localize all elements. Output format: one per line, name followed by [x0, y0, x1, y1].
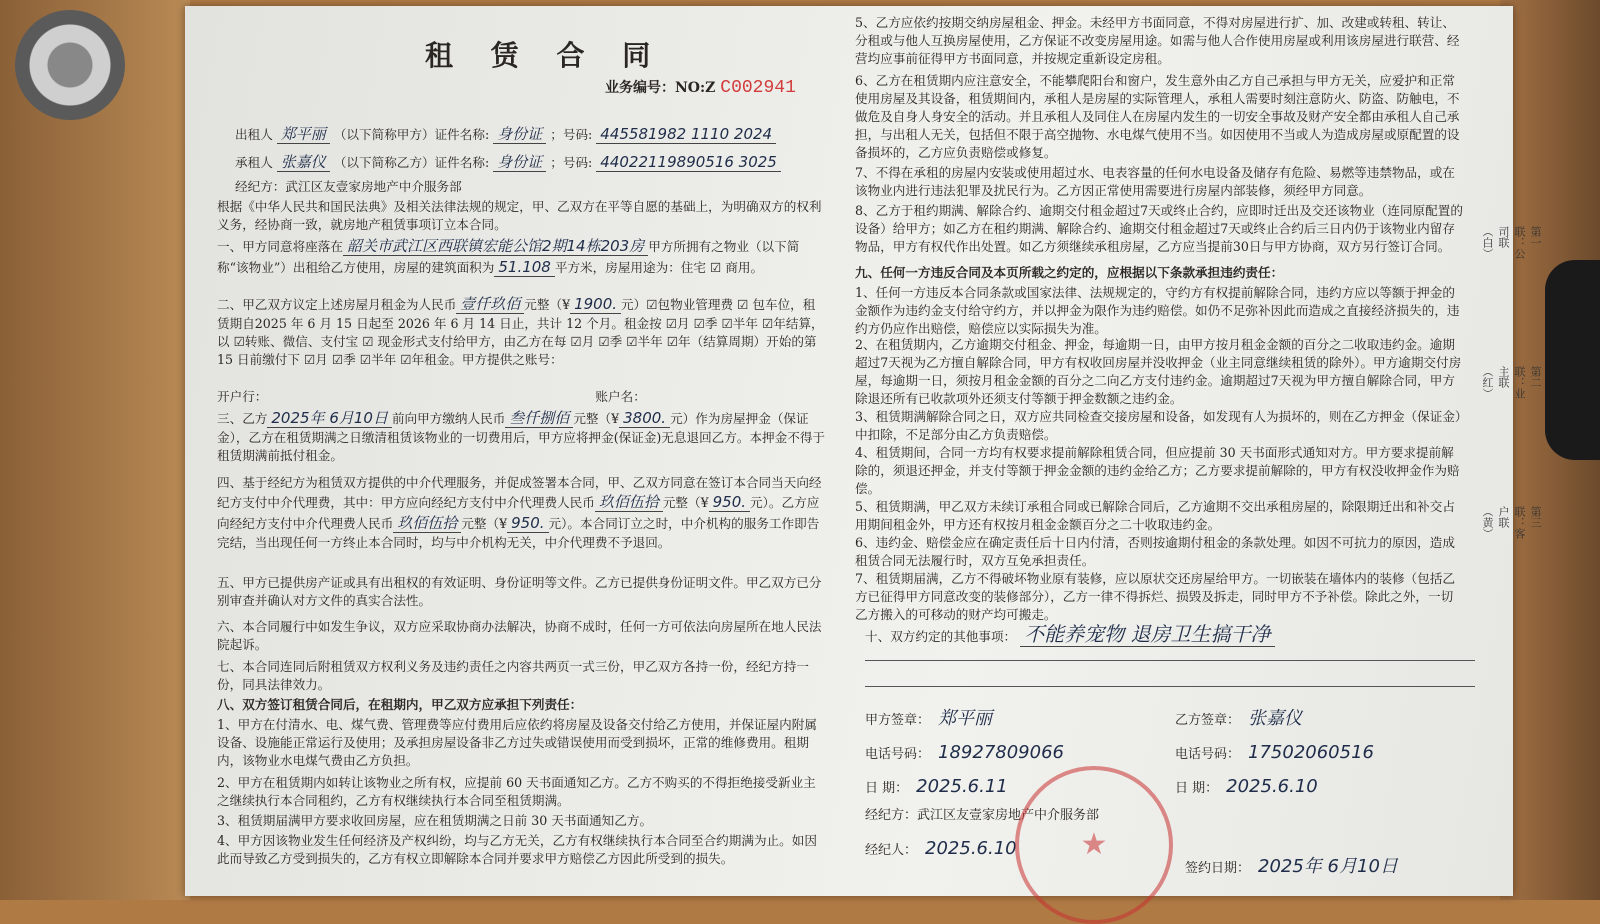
right-column	[855, 6, 1485, 896]
clause-8-2: 2、甲方在租赁期内如转让该物业之所有权，应提前 60 天书面通知乙方。乙方不购买的不得拒绝接受新业主之继续执行本合同租约，乙方有权继续执行本合同至租赁期满。	[217, 775, 816, 808]
clause-7: 七、本合同连同后附租赁双方权利义务及违约责任之内容共两页一式三份，甲乙双方各持一份，经纪方持一份，同具法律效力。	[217, 659, 809, 692]
clause-r9-7: 7、租赁期届满，乙方不得破坏物业原有装修，应以原状交还房屋给甲方。一切嵌装在墙体内的装修（包括乙方已征得甲方同意改变的装修部分），乙方一律不得拆烂、损毁及拆走，同时甲方不予补偿。除此之外，一切乙方搬入的可移动的财产均可搬走。	[855, 571, 1455, 622]
lessor-name: 郑平丽	[277, 125, 330, 144]
lessee-line: 承租人 张嘉仪 （以下简称乙方）证件名称: 身份证 ；号码: 44022119890516 3025	[235, 152, 781, 173]
intro-paragraph: 根据《中华人民共和国民法典》及相关法律法规的规定，甲、乙双方在平等自愿的基础上，为明确双方的权利义务，经协商一致，就房地产租赁事项订立本合同。	[217, 199, 822, 232]
clause-8: 八、双方签订租赁合同后，在租期内，甲乙双方应承担下列责任：	[217, 697, 583, 712]
clause-1: 一、甲方同意将座落在 韶关市武江区西联镇宏能公馆2期14栋203房 甲方所拥有之物业（以下简称“该物业”）出租给乙方使用，房屋的建筑面积为 51.108 平方米，房屋用途为：住宅 ☑ 商用。	[217, 237, 800, 277]
party-b-date: 日 期： 2025.6.10	[1175, 776, 1318, 797]
clause-4: 四、基于经纪方为租赁双方提供的中介代理服务，并促成签署本合同，甲、乙双方同意在签订本合同当天向经纪方支付中介代理费，其中：甲方应向经纪方支付中介代理费人民币 玖佰伍拾 元整（¥ 950. 元）。乙方应向经纪方支付中介代理费人民币 玖佰伍拾 元整（¥ 950. 元）。本合同订立之时，中介机构的服务工作即告完结，当出现任何一方终止本合同时，均与中介机构无关，中介代理费不予退回。	[217, 475, 822, 551]
party-a-phone: 电话号码： 18927809066	[865, 742, 1064, 763]
lessee-id-no: 44022119890516 3025	[596, 153, 781, 172]
clause-2: 二、甲乙双方议定上述房屋月租金为人民币 壹仟玖佰 元整（¥ 1900. 元）☑包物业管理费 ☑ 包车位，租赁期自2025 年 6 月 15 日起至 2026 年 6 月 14 日止，共计 12 个月。租金按 ☑月 ☑季 ☑半年 ☑年结算，以 ☑转账、微信、支付宝 ☑ 现金形式支付给甲方，由乙方在每 ☑月 ☑季 ☑半年 ☑年（结算周期）开始的第 15 日前缴付下 ☑月 ☑季 ☑半年 ☑年租金。甲方提供之账号：	[217, 295, 824, 368]
clause-r9-3: 3、租赁期满解除合同之日，双方应共同检查交接房屋和设备，如发现有人为损坏的，则在乙方押金（保证金）中扣除，不足部分由乙方负责赔偿。	[855, 409, 1462, 442]
clause-8-1: 1、甲方在付清水、电、煤气费、管理费等应付费用后应依约将房屋及设备交付给乙方使用，并保证屋内附属设备、设施能正常运行及使用；及承担房屋设备非乙方过失或错误使用而受到损坏，正常的维修费用。租期内，该物业水电煤气费由乙方负担。	[217, 717, 817, 768]
sign-date: 签约日期： 2025年 6月10日	[1185, 856, 1398, 877]
agent-signature: 经纪人： 2025.6.10	[865, 838, 1017, 859]
other-terms-handwriting: 不能养宠物 退房卫生搞干净	[1020, 622, 1274, 647]
contract-title: 租 赁 合 同	[425, 39, 665, 72]
desk-surface-left	[0, 0, 190, 900]
clause-r9-2: 2、在租赁期内，乙方逾期交付租金、押金，每逾期一日，由甲方按月租金金额的百分之二收取违约金。逾期超过7天视为乙方擅自解除合同，甲方有权收回房屋并没收押金（业主同意继续租赁的除外）。甲方逾期交付房屋，每逾期一日，须按月租金金额的百分之二向乙方支付违约金。逾期超过7天视为甲方擅自解除合同，甲方除退还所有已收款项外还须支付等额于押金数额之违约金。	[855, 337, 1462, 406]
contract-paper: 租 赁 合 同 业务编号：NO:Z C002941 出租人 郑平丽 （以下简称甲方）证件名称: 身份证 ；号码: 445581982 1110 2024 承租人 张嘉仪 （以下简称乙方）证件名称: 身份证 ；号码: 44022119890516 3025 经纪方：武江区友壹家房地产中介服务部 根据《中华人民共和国民法典》及相关法律法规的规定，甲、乙双方在平等自愿的基础上，为明确双方的权利义务，经协商一致，就房地产租赁事项订立本合同。 一、甲方同意将座落在 韶关市武江区西联镇宏能公馆2期14栋203房 甲方所拥有之物业（以下简称“该物业”）出租给乙方使用，房屋的建筑面积为 51.108 平方米，房屋用途为：住宅 ☑ 商用。 二、甲乙双方议定上述房屋月租金为人民币 壹仟玖佰 元整（¥ 1900. 元）☑包物业管理费 ☑ 包车位，租赁期自2025 年 6 月 15 日起至 2026 年 6 月 14 日止，共计 12 个月。租金按 ☑月 ☑季 ☑半年 ☑年结算，以 ☑转账、微信、支付宝 ☑ 现金形式支付给甲方，由乙方在每 ☑月 ☑季 ☑半年 ☑年（结算周期）开始的第 15 日前缴付下 ☑月 ☑季 ☑半年 ☑年租金。甲方提供之账号： 开户行： 账户名： 三、乙方 2025年 6月10日 前向甲方缴纳人民币 叁仟捌佰 元整（¥ 3800. 元）作为房屋押金（保证金），乙方在租赁期满之日缴清租赁该物业的一切费用后，甲方应将押金(保证金)无息退回乙方。本押金不得于租赁期满前抵付租金。 四、基于经纪方为租赁双方提供的中介代理服务，并促成签署本合同，甲、乙双方同意在签订本合同当天向经纪方支付中介代理费，其中：甲方应向经纪方支付中介代理费人民币 玖佰伍拾 元整（¥ 950. 元）。乙方应向经纪方支付中介代理费人民币 玖佰伍拾 元整（¥ 950. 元）。本合同订立之时，中介机构的服务工作即告完结，当出现任何一方终止本合同时，均与中介机构无关，中介代理费不予退回。 五、甲方已提供房产证或具有出租权的有效证明、身份证明等文件。乙方已提供身份证明文件。甲乙双方已分别审查并确认对方文件的真实合法性。 六、本合同履行中如发生争议，双方应采取协商办法解决，协商不成时，任何一方可依法向房屋所在地人民法院起诉。 七、本合同连同后附租赁双方权利义务及违约责任之内容共两页一式三份，甲乙双方各持一份，经纪方持一份，同具法律效力。 八、双方签订租赁合同后，在租期内，甲乙双方应承担下列责任： 1、甲方在付清水、电、煤气费、管理费等应付费用后应依约将房屋及设备交付给乙方使用，并保证屋内附属设备、设施能正常运行及使用；及承担房屋设备非乙方过失或错误使用而受到损坏，正常的维修费用。租期内，该物业水电煤气费由乙方负担。 2、甲方在租赁期内如转让该物业之所有权，应提前 60 天书面通知乙方。乙方不购买的不得拒绝接受新业主之继续执行本合同租约，乙方有权继续执行本合同至租赁期满。 3、租赁期届满甲方要求收回房屋，应在租赁期满之日前 30 天书面通知乙方。 4、甲方因该物业发生任何经济及产权纠纷，均与乙方无关，乙方有权继续执行本合同至合约期满为止。如因此而导致乙方受到损失的，乙方有权立即解除本合同并要求甲方赔偿乙方因此所受到的损失。 5、乙方应依约按期交纳房屋租金、押金。未经甲方书面同意，不得对房屋进行扩、加、改建或转租、转让、分租或与他人互换房屋使用，乙方保证不改变房屋用途。如需与他人合作使用房屋或利用该房屋进行联营、经营均应事前征得甲方书面同意，并按规定重新设定房租。 6、乙方在租赁期内应注意安全，不能攀爬阳台和窗户，发生意外由乙方自己承担与甲方无关，应爱护和正常使用房屋及其设备，租赁期间内，承租人是房屋的实际管理人，承租人需要时刻注意防火、防盗、防触电，不做危及自身人身安全的活动。并且承租人及同住人在房屋内发生的一切安全事故及财产安全都由承租人自己承担，与出租人无关，包括但不限于高空抛物、水电煤气使用不当。如因使用不当或人为造成房屋或原配置的设备损坏的，乙方应负责赔偿或修复。 7、不得在承租的房屋内安装或使用超过水、电表容量的任何水电设备及储存有危险、易燃等违禁物品，或在该物业内进行违法犯罪及扰民行为。乙方因正常使用需要进行房屋内部装修，须经甲方同意。 8、乙方于租约期满、解除合约、逾期交付租金超过7天或终止合约，应即时迁出及交还该物业（连同原配置的设备）给甲方；如乙方在租约期满、解除合约、逾期交付租金超过7天或终止合约后三日内仍于该物业内留存物品，甲方有权代作出处置。如乙方须继续承租房屋，乙方应当提前30日与甲方协商，双方另行签订合同。 九、任何一方违反合同及本页所载之约定的，应根据以下条款承担违约责任： 1、任何一方违反本合同条款或国家法律、法规规定的，守约方有权提前解除合同，违约方应以等额于押金的金额作为违约金支付给守约方，并以押金为限作为违约赔偿。如仍不足弥补因此而造成之直接经济损失的，违约方仍应作出赔偿，赔偿应以实际损失为准。 2、在租赁期内，乙方逾期交付租金、押金，每逾期一日，由甲方按月租金金额的百分之二收取违约金。逾期超过7天视为乙方擅自解除合同，甲方有权收回房屋并没收押金（业主同意继续租赁的除外）。甲方逾期交付房屋，每逾期一日，须按月租金金额的百分之二向乙方支付违约金。逾期超过7天视为甲方擅自解除合同，甲方除退还所有已收款项外还须支付等额于押金数额之违约金。 3、租赁期满解除合同之日，双方应共同检查交接房屋和设备，如发现有人为损坏的，则在乙方押金（保证金）中扣除，不足部分由乙方负责赔偿。 4、租赁期间，合同一方均有权要求提前解除租赁合同，但应提前 30 天书面形式通知对方。甲方要求提前解除的，须退还押金，并支付等额于押金金额的违约金给乙方；乙方要求提前解除的，甲方有权没收押金作为赔偿。 5、租赁期满，甲乙双方未续订承租合同或已解除合同后，乙方逾期不交出承租房屋的，除限期迁出和补交占用期间租金外，甲方还有权按月租金金额百分之二十收取违约金。 6、违约金、赔偿金应在确定责任后十日内付清，否则按逾期付租金的条款处理。如因不可抗力的原因，造成租赁合同无法履行时，双方互免承担责任。 7、租赁期届满，乙方不得破坏物业原有装修，应以原状交还房屋给甲方。一切嵌装在墙体内的装修（包括乙方已征得甲方同意改变的装修部分），乙方一律不得拆烂、损毁及拆走，同时甲方不予补偿。除此之外，一切乙方搬入的可移动的财产均可搬走。 十、双方约定的其他事项： 不能养宠物 退房卫生搞干净 甲方签章： 郑平丽 乙方签章： 张嘉仪 电话号码： 18927809066 电话号码： 17502060516 日 期： 2025.6.11 日 期： 2025.6.10 经纪方：武江区友壹家房地产中介服务部 经纪人： 2025.6.10 签约日期： 2025年 6月10日 ★ 第一联：公司联（白） 第二联：业主联（红） 第三联：客户联（黄）	[185, 6, 1513, 896]
blank-line	[865, 660, 1475, 661]
party-a-date: 日 期： 2025.6.11	[865, 776, 1008, 797]
party-a-signature: 甲方签章： 郑平丽	[865, 708, 993, 729]
lessee-name: 张嘉仪	[277, 153, 330, 172]
clause-6: 六、本合同履行中如发生争议，双方应采取协商办法解决，协商不成时，任何一方可依法向房屋所在地人民法院起诉。	[217, 619, 822, 652]
clause-r7: 7、不得在承租的房屋内安装或使用超过水、电表容量的任何水电设备及储存有危险、易燃等违禁物品，或在该物业内进行违法犯罪及扰民行为。乙方因正常使用需要进行房屋内部装修，须经甲方同意。	[855, 165, 1455, 198]
business-number: 业务编号：NO:Z C002941	[605, 78, 796, 98]
left-column	[195, 6, 825, 896]
clause-3: 三、乙方 2025年 6月10日 前向甲方缴纳人民币 叁仟捌佰 元整（¥ 3800. 元）作为房屋押金（保证金），乙方在租赁期满之日缴清租赁该物业的一切费用后，甲方应将押金(保证金)无息退回乙方。本押金不得于租赁期满前抵付租金。	[217, 409, 826, 464]
party-b-phone: 电话号码： 17502060516	[1175, 742, 1374, 763]
clause-r9-4: 4、租赁期间，合同一方均有权要求提前解除租赁合同，但应提前 30 天书面形式通知对方。甲方要求提前解除的，须退还押金，并支付等额于押金金额的违约金给乙方；乙方要求提前解除的，甲方有权没收押金作为赔偿。	[855, 445, 1460, 496]
business-number-value: C002941	[720, 78, 796, 98]
bank-line: 开户行： 账户名：	[217, 389, 646, 404]
clause-r8: 8、乙方于租约期满、解除合约、逾期交付租金超过7天或终止合约，应即时迁出及交还该物业（连同原配置的设备）给甲方；如乙方在租约期满、解除合约、逾期交付租金超过7天或终止合约后三日内仍于该物业内留存物品，甲方有权代作出处置。如乙方须继续承租房屋，乙方应当提前30日与甲方协商，双方另行签订合同。	[855, 203, 1463, 254]
blank-line	[865, 686, 1475, 687]
lessor-line: 出租人 郑平丽 （以下简称甲方）证件名称: 身份证 ；号码: 445581982 1110 2024	[235, 124, 776, 145]
clause-r10: 十、双方约定的其他事项： 不能养宠物 退房卫生搞干净	[865, 620, 1275, 648]
clause-r9-5: 5、租赁期满，甲乙双方未续订承租合同或已解除合同后，乙方逾期不交出承租房屋的，除限期迁出和补交占用期间租金外，甲方还有权按月租金金额百分之二十收取违约金。	[855, 499, 1455, 532]
agency-signature: 经纪方：武江区友壹家房地产中介服务部	[865, 808, 1100, 823]
clause-8-4: 4、甲方因该物业发生任何经济及产权纠纷，均与乙方无关，乙方有权继续执行本合同至合约期满为止。如因此而导致乙方受到损失的，乙方有权立即解除本合同并要求甲方赔偿乙方因此所受到的损失。	[217, 833, 817, 866]
lessor-id-no: 445581982 1110 2024	[596, 125, 776, 144]
tape-roll-icon	[15, 10, 125, 120]
black-object	[1545, 260, 1600, 460]
clause-r5: 5、乙方应依约按期交纳房屋租金、押金。未经甲方书面同意，不得对房屋进行扩、加、改建或转租、转让、分租或与他人互换房屋使用，乙方保证不改变房屋用途。如需与他人合作使用房屋或利用该房屋进行联营、经营均应事前征得甲方书面同意，并按规定重新设定房租。	[855, 15, 1460, 66]
clause-r9: 九、任何一方违反合同及本页所载之约定的，应根据以下条款承担违约责任：	[855, 265, 1284, 280]
clause-8-3: 3、租赁期届满甲方要求收回房屋，应在租赁期满之日前 30 天书面通知乙方。	[217, 813, 653, 828]
agency-line: 经纪方：武江区友壹家房地产中介服务部	[235, 179, 462, 194]
clause-5: 五、甲方已提供房产证或具有出租权的有效证明、身份证明等文件。乙方已提供身份证明文件。甲乙双方已分别审查并确认对方文件的真实合法性。	[217, 575, 822, 608]
red-seal-stamp: ★	[1015, 766, 1173, 924]
clause-r6: 6、乙方在租赁期内应注意安全，不能攀爬阳台和窗户，发生意外由乙方自己承担与甲方无关，应爱护和正常使用房屋及其设备，租赁期间内，承租人是房屋的实际管理人，承租人需要时刻注意防火、防盗、防触电，不做危及自身人身安全的活动。并且承租人及同住人在房屋内发生的一切安全事故及财产安全都由承租人自己承担，与出租人无关，包括但不限于高空抛物、水电煤气使用不当。如因使用不当或人为造成房屋或原配置的设备损坏的，乙方应负责赔偿或修复。	[855, 73, 1460, 160]
clause-r9-6: 6、违约金、赔偿金应在确定责任后十日内付清，否则按逾期付租金的条款处理。如因不可抗力的原因，造成租赁合同无法履行时，双方互免承担责任。	[855, 535, 1455, 568]
desk-surface-right	[1500, 0, 1600, 900]
party-b-signature: 乙方签章： 张嘉仪	[1175, 708, 1303, 729]
clause-r9-1: 1、任何一方违反本合同条款或国家法律、法规规定的，守约方有权提前解除合同，违约方应以等额于押金的金额作为违约金支付给守约方，并以押金为限作为违约赔偿。如仍不足弥补因此而造成之直接经济损失的，违约方仍应作出赔偿，赔偿应以实际损失为准。	[855, 285, 1460, 336]
